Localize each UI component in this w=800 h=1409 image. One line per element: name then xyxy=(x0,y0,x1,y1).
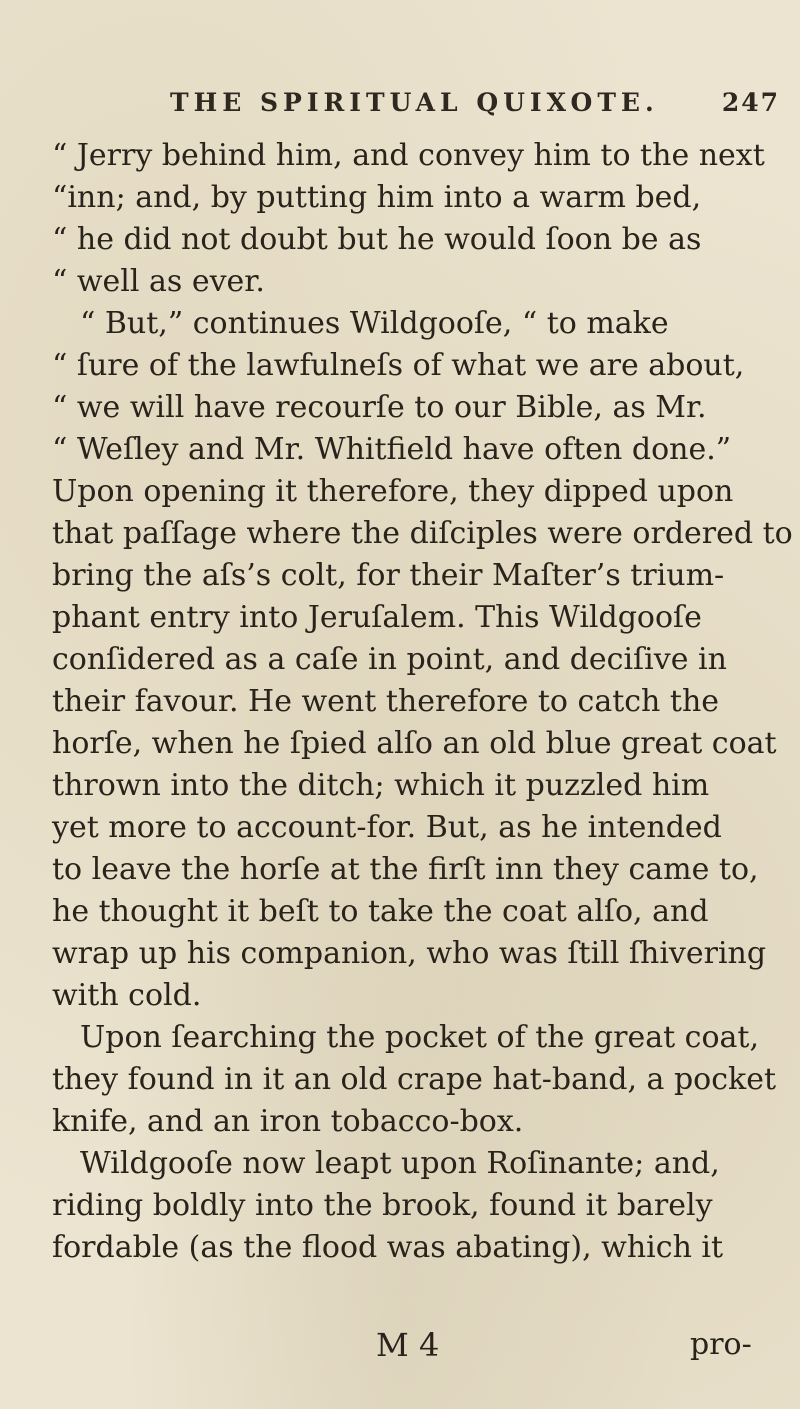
text-line: “ But,” continues Wildgooſe, “ to make xyxy=(80,306,669,341)
text-line: that paſſage where the diſciples were ordered to xyxy=(52,516,793,551)
text-line: he thought it beſt to take the coat alſo, and xyxy=(52,894,709,929)
text-line: to leave the horſe at the firſt inn they came to, xyxy=(52,852,759,887)
text-line: their favour. He went therefore to catch the xyxy=(52,684,720,719)
text-line: fordable (as the flood was abating), which it xyxy=(52,1230,724,1265)
signature-mark: M 4 xyxy=(376,1326,440,1364)
page-header xyxy=(170,88,780,128)
catchword: pro- xyxy=(690,1327,752,1362)
text-line: Upon opening it therefore, they dipped upon xyxy=(52,474,734,509)
text-line: phant entry into Jeruſalem. This Wildgooſe xyxy=(52,600,702,635)
text-line: Wildgooſe now leapt upon Roſinante; and, xyxy=(80,1146,720,1181)
text-line: conſidered as a caſe in point, and deciſive in xyxy=(52,642,727,677)
text-line: yet more to account-for. But, as he intended xyxy=(52,810,722,845)
text-line: “ well as ever. xyxy=(52,264,265,299)
text-line: horſe, when he ſpied alſo an old blue great coat xyxy=(52,726,777,761)
text-line: riding boldly into the brook, found it barely xyxy=(52,1188,713,1223)
text-line: “ Jerry behind him, and convey him to the next xyxy=(52,138,765,173)
text-line: they found in it an old crape hat-band, a pocket xyxy=(52,1062,777,1097)
text-line: “inn; and, by putting him into a warm bed, xyxy=(52,180,702,215)
text-line: with cold. xyxy=(52,978,202,1013)
running-title: THE SPIRITUAL QUIXOTE. xyxy=(170,88,659,117)
text-line: “ we will have recourſe to our Bible, as Mr. xyxy=(52,390,707,425)
text-line: bring the aſs’s colt, for their Maſter’s trium- xyxy=(52,558,725,593)
text-line: “ ſure of the lawfulneſs of what we are about, xyxy=(52,348,745,383)
text-line: wrap up his companion, who was ſtill ſhivering xyxy=(52,936,767,971)
text-line: “ Weſley and Mr. Whitfield have often done.” xyxy=(52,432,732,467)
text-line: thrown into the ditch; which it puzzled him xyxy=(52,768,710,803)
text-line: “ he did not doubt but he would ſoon be as xyxy=(52,222,702,257)
page-footer xyxy=(0,1325,800,1365)
text-line: knife, and an iron tobacco-box. xyxy=(52,1104,524,1139)
text-line: Upon ſearching the pocket of the great coat, xyxy=(80,1020,760,1055)
page-number: 247 xyxy=(721,88,780,117)
